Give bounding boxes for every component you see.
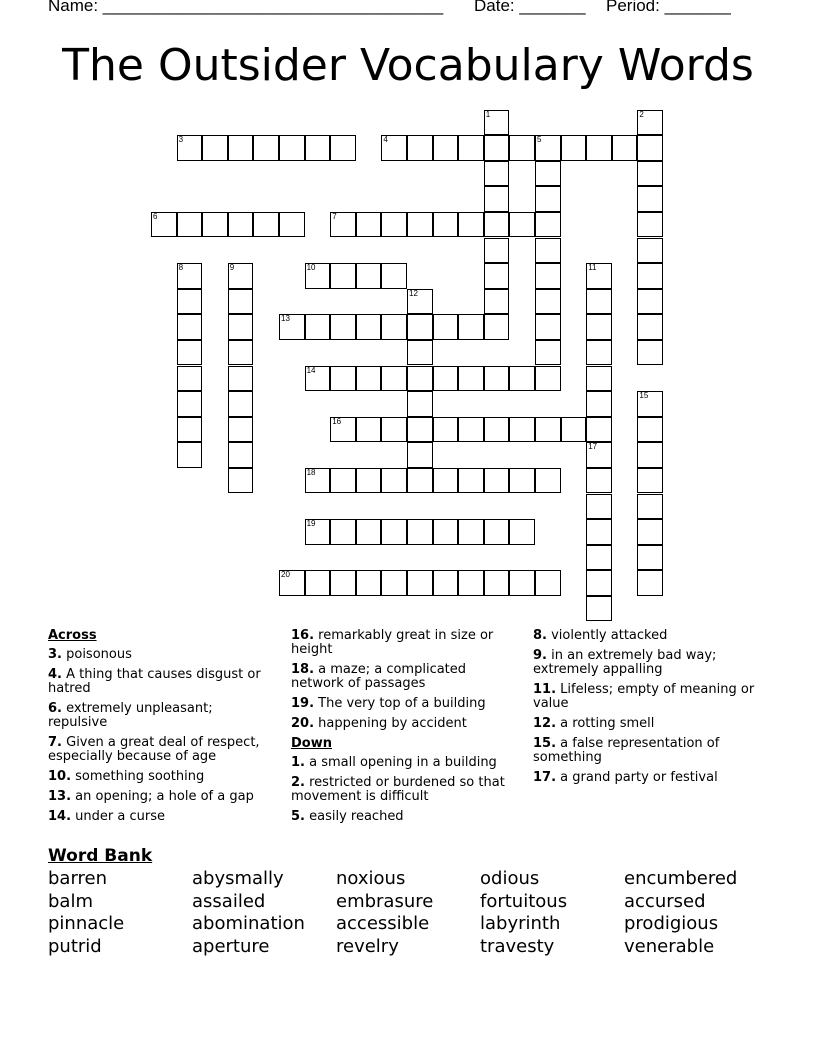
clue — [533, 737, 763, 765]
grid-cell[interactable] — [407, 570, 433, 596]
clue-number: 10 — [306, 263, 316, 273]
grid-cell[interactable] — [637, 135, 663, 161]
clue — [48, 668, 274, 696]
grid-cell[interactable] — [407, 289, 433, 315]
word-bank-word: encumbered — [624, 868, 738, 889]
clue-number-label: 9. — [533, 648, 547, 663]
across-heading: Across — [48, 628, 97, 643]
grid-cell[interactable] — [484, 186, 510, 212]
grid-cell[interactable] — [484, 212, 510, 238]
grid-cell[interactable] — [561, 417, 587, 443]
grid-cell[interactable] — [228, 212, 254, 238]
grid-cell[interactable] — [433, 468, 459, 494]
grid-cell[interactable] — [484, 263, 510, 289]
clue — [291, 629, 519, 657]
grid-cell[interactable] — [458, 212, 484, 238]
period-line[interactable]: Period: _______ — [606, 0, 731, 15]
grid-cell[interactable] — [509, 212, 535, 238]
grid-cell[interactable] — [330, 417, 356, 443]
grid-cell[interactable] — [407, 135, 433, 161]
word-bank-column — [336, 868, 476, 958]
word-bank-word: balm — [48, 890, 93, 912]
clue-number: 14 — [306, 365, 316, 375]
grid-cell[interactable] — [228, 340, 254, 366]
grid-cell[interactable] — [305, 263, 331, 289]
down-clue-list — [291, 756, 519, 824]
clue-number-label: 5. — [291, 809, 305, 824]
clue-number: 12 — [409, 288, 418, 298]
grid-cell[interactable] — [484, 314, 510, 340]
clue-number: 4 — [383, 135, 388, 145]
clue-number-label: 15. — [533, 736, 557, 751]
clue-text: something soothing — [71, 769, 205, 784]
grid-cell[interactable] — [586, 289, 612, 315]
clue-text: under a curse — [71, 809, 165, 824]
word-bank-word: pinnacle — [48, 913, 125, 934]
clue — [291, 756, 519, 770]
grid-cell[interactable] — [177, 212, 203, 238]
grid-cell[interactable] — [509, 417, 535, 443]
grid-cell[interactable] — [484, 110, 510, 136]
grid-cell[interactable] — [177, 417, 203, 443]
grid-cell[interactable] — [561, 135, 587, 161]
clues-column-1 — [48, 629, 274, 830]
clue-text: remarkably great in size or height — [291, 628, 494, 657]
clue-text: poisonous — [61, 647, 132, 662]
word-bank-word: aperture — [192, 935, 270, 957]
clue-number: 8 — [178, 263, 184, 273]
grid-cell[interactable] — [228, 391, 254, 417]
grid-cell[interactable] — [381, 314, 407, 340]
clue — [291, 810, 519, 824]
clue — [48, 648, 274, 662]
grid-cell[interactable] — [535, 135, 561, 161]
clue-number-label: 17. — [533, 770, 557, 785]
clue-number-label: 10. — [48, 769, 72, 784]
grid-cell[interactable] — [228, 417, 254, 443]
clue — [533, 649, 763, 677]
grid-cell[interactable] — [407, 340, 433, 366]
clue-text: a small opening in a building — [304, 755, 497, 770]
grid-cell[interactable] — [509, 519, 535, 545]
clue-number: 17 — [588, 442, 598, 452]
grid-cell[interactable] — [228, 135, 254, 161]
clue — [48, 736, 274, 764]
grid-cell[interactable] — [586, 596, 612, 622]
word-bank-word: revelry — [336, 935, 399, 957]
grid-cell[interactable] — [612, 135, 638, 161]
grid-cell[interactable] — [407, 391, 433, 417]
grid-cell[interactable] — [586, 570, 612, 596]
grid-cell[interactable] — [228, 468, 254, 494]
grid-cell[interactable] — [458, 570, 484, 596]
grid-cell[interactable] — [484, 570, 510, 596]
clue-number: 11 — [588, 263, 597, 273]
grid-cell[interactable] — [305, 519, 331, 545]
grid-cell[interactable] — [586, 468, 612, 494]
grid-cell[interactable] — [177, 263, 203, 289]
grid-cell[interactable] — [177, 442, 203, 468]
clue-number-label: 13. — [48, 789, 72, 804]
word-bank-column — [48, 868, 188, 958]
grid-cell[interactable] — [177, 366, 203, 392]
grid-cell[interactable] — [177, 289, 203, 315]
grid-cell[interactable] — [356, 468, 382, 494]
grid-cell[interactable] — [458, 314, 484, 340]
grid-cell[interactable] — [330, 519, 356, 545]
grid-cell[interactable] — [433, 135, 459, 161]
down-clue-list-2 — [533, 629, 763, 785]
clue — [291, 697, 519, 711]
grid-cell[interactable] — [305, 366, 331, 392]
across-clue-list — [48, 648, 274, 824]
clue — [291, 776, 519, 804]
clue — [533, 683, 763, 711]
grid-cell[interactable] — [407, 366, 433, 392]
word-bank-word: abomination — [192, 913, 305, 934]
grid-cell[interactable] — [381, 135, 407, 161]
header — [0, 0, 816, 18]
clue — [291, 717, 519, 731]
clue — [533, 771, 763, 785]
grid-cell[interactable] — [637, 238, 663, 264]
clue-text: Given a great deal of respect, especially because of age — [48, 735, 260, 764]
clue-text: A thing that causes disgust or hatred — [48, 667, 261, 696]
grid-cell[interactable] — [484, 161, 510, 187]
grid-cell[interactable] — [433, 212, 459, 238]
clue — [291, 663, 519, 691]
grid-cell[interactable] — [253, 135, 279, 161]
grid-cell[interactable] — [407, 468, 433, 494]
clue — [48, 810, 274, 824]
grid-cell[interactable] — [433, 519, 459, 545]
grid-cell[interactable] — [637, 468, 663, 494]
grid-cell[interactable] — [433, 366, 459, 392]
grid-cell[interactable] — [535, 417, 561, 443]
clue-text: The very top of a building — [314, 696, 486, 711]
grid-cell[interactable] — [586, 314, 612, 340]
clue-text: in an extremely bad way; extremely appalling — [533, 648, 717, 677]
word-bank-word: venerable — [624, 935, 715, 957]
grid-cell[interactable] — [356, 212, 382, 238]
word-bank-word: accursed — [624, 890, 706, 912]
grid-cell[interactable] — [330, 263, 356, 289]
grid-cell[interactable] — [356, 314, 382, 340]
grid-cell[interactable] — [586, 545, 612, 571]
word-bank-word: fortuitous — [480, 890, 568, 912]
grid-cell[interactable] — [586, 135, 612, 161]
grid-cell[interactable] — [586, 366, 612, 392]
clue — [533, 717, 763, 731]
clue-number-label: 6. — [48, 701, 62, 716]
grid-cell[interactable] — [177, 135, 203, 161]
grid-cell[interactable] — [586, 442, 612, 468]
word-bank-column — [480, 868, 620, 958]
grid-cell[interactable] — [509, 570, 535, 596]
grid-cell[interactable] — [509, 135, 535, 161]
word-bank-word: prodigious — [624, 913, 719, 934]
clue-number: 9 — [229, 263, 235, 273]
grid-cell[interactable] — [458, 417, 484, 443]
clue-number-label: 19. — [291, 696, 315, 711]
grid-cell[interactable] — [381, 519, 407, 545]
grid-cell[interactable] — [305, 135, 331, 161]
grid-cell[interactable] — [356, 570, 382, 596]
grid-cell[interactable] — [484, 366, 510, 392]
down-heading: Down — [291, 736, 332, 751]
grid-cell[interactable] — [535, 289, 561, 315]
grid-cell[interactable] — [509, 366, 535, 392]
grid-cell[interactable] — [458, 468, 484, 494]
grid-cell[interactable] — [535, 238, 561, 264]
clue-number: 16 — [332, 416, 342, 426]
clue-number: 1 — [485, 109, 491, 119]
grid-cell[interactable] — [637, 391, 663, 417]
grid-cell[interactable] — [356, 417, 382, 443]
grid-cell[interactable] — [586, 263, 612, 289]
grid-cell[interactable] — [279, 212, 305, 238]
clue-number: 7 — [332, 211, 337, 221]
grid-cell[interactable] — [535, 212, 561, 238]
grid-cell[interactable] — [177, 340, 203, 366]
clue-number-label: 12. — [533, 716, 557, 731]
grid-cell[interactable] — [381, 212, 407, 238]
grid-cell[interactable] — [509, 468, 535, 494]
grid-cell[interactable] — [228, 442, 254, 468]
grid-cell[interactable] — [637, 340, 663, 366]
grid-cell[interactable] — [484, 468, 510, 494]
word-bank-word: labyrinth — [480, 913, 561, 934]
grid-cell[interactable] — [151, 212, 177, 238]
grid-cell[interactable] — [637, 494, 663, 520]
grid-cell[interactable] — [228, 289, 254, 315]
clue-number: 20 — [281, 570, 290, 580]
clue-number-label: 1. — [291, 755, 305, 770]
grid-cell[interactable] — [228, 263, 254, 289]
clue — [48, 770, 274, 784]
grid-cell[interactable] — [433, 314, 459, 340]
grid-cell[interactable] — [535, 161, 561, 187]
grid-cell[interactable] — [177, 391, 203, 417]
grid-cell[interactable] — [637, 110, 663, 136]
clue-number: 19 — [306, 519, 316, 529]
grid-cell[interactable] — [458, 366, 484, 392]
grid-cell[interactable] — [484, 238, 510, 264]
grid-cell[interactable] — [433, 417, 459, 443]
grid-cell[interactable] — [330, 366, 356, 392]
grid-cell[interactable] — [407, 314, 433, 340]
word-bank-word: noxious — [336, 868, 406, 889]
grid-cell[interactable] — [177, 314, 203, 340]
grid-cell[interactable] — [330, 314, 356, 340]
grid-cell[interactable] — [637, 314, 663, 340]
clue-number: 13 — [281, 314, 290, 324]
name-line[interactable]: Name: ____________________________________ — [48, 0, 444, 15]
clue-text: restricted or burdened so that movement is difficult — [291, 775, 505, 804]
clue-text: an opening; a hole of a gap — [71, 789, 254, 804]
clue-text: a maze; a complicated network of passages — [291, 662, 467, 691]
grid-cell[interactable] — [381, 366, 407, 392]
grid-cell[interactable] — [637, 161, 663, 187]
word-bank-word: abysmally — [192, 868, 284, 889]
word-bank-title: Word Bank — [48, 846, 153, 866]
clue-number-label: 8. — [533, 628, 547, 643]
word-bank-word: embrasure — [336, 890, 434, 912]
grid-cell[interactable] — [535, 186, 561, 212]
word-bank-word: assailed — [192, 890, 266, 912]
grid-cell[interactable] — [330, 468, 356, 494]
word-bank-column — [192, 868, 332, 958]
grid-cell[interactable] — [407, 519, 433, 545]
grid-cell[interactable] — [586, 391, 612, 417]
page-title: The Outsider Vocabulary Words — [62, 40, 754, 91]
grid-cell[interactable] — [381, 417, 407, 443]
grid-cell[interactable] — [637, 442, 663, 468]
clue-number: 6 — [153, 211, 158, 221]
grid-cell[interactable] — [279, 314, 305, 340]
clue-number: 5 — [537, 135, 542, 145]
grid-cell[interactable] — [637, 263, 663, 289]
grid-cell[interactable] — [535, 340, 561, 366]
grid-cell[interactable] — [586, 519, 612, 545]
word-bank-word: odious — [480, 868, 540, 889]
clue-number-label: 18. — [291, 662, 315, 677]
clue-text: violently attacked — [546, 628, 668, 643]
grid-cell[interactable] — [407, 417, 433, 443]
grid-cell[interactable] — [458, 519, 484, 545]
clue-text: extremely unpleasant; repulsive — [48, 701, 213, 730]
grid-cell[interactable] — [202, 212, 228, 238]
grid-cell[interactable] — [381, 263, 407, 289]
clue-text: easily reached — [304, 809, 404, 824]
grid-cell[interactable] — [637, 212, 663, 238]
grid-cell[interactable] — [535, 263, 561, 289]
across-clue-list-2 — [291, 629, 519, 731]
grid-cell[interactable] — [535, 570, 561, 596]
grid-cell[interactable] — [330, 135, 356, 161]
word-bank-column — [624, 868, 764, 958]
grid-cell[interactable] — [637, 519, 663, 545]
grid-cell[interactable] — [535, 366, 561, 392]
clues-column-2 — [291, 629, 519, 830]
clue-number-label: 2. — [291, 775, 305, 790]
grid-cell[interactable] — [433, 570, 459, 596]
clue-number-label: 16. — [291, 628, 315, 643]
grid-cell[interactable] — [586, 340, 612, 366]
clue — [48, 790, 274, 804]
clue-number: 15 — [639, 391, 649, 401]
grid-cell[interactable] — [637, 545, 663, 571]
grid-cell[interactable] — [484, 289, 510, 315]
grid-cell[interactable] — [637, 570, 663, 596]
grid-cell[interactable] — [356, 519, 382, 545]
grid-cell[interactable] — [586, 494, 612, 520]
word-bank-word: barren — [48, 868, 108, 889]
grid-cell[interactable] — [356, 366, 382, 392]
word-bank-word: travesty — [480, 935, 555, 957]
clue — [533, 629, 763, 643]
grid-cell[interactable] — [305, 314, 331, 340]
grid-cell[interactable] — [305, 468, 331, 494]
grid-cell[interactable] — [407, 442, 433, 468]
clue-number-label: 3. — [48, 647, 62, 662]
date-line[interactable]: Date: _______ — [474, 0, 586, 15]
grid-cell[interactable] — [484, 135, 510, 161]
clue-number-label: 4. — [48, 667, 62, 682]
clue-text: happening by accident — [314, 716, 467, 731]
clue-number-label: 14. — [48, 809, 72, 824]
clue-number-label: 20. — [291, 716, 315, 731]
clue-number-label: 7. — [48, 735, 62, 750]
grid-cell[interactable] — [484, 417, 510, 443]
word-bank-word: putrid — [48, 935, 102, 957]
grid-cell[interactable] — [202, 135, 228, 161]
grid-cell[interactable] — [637, 417, 663, 443]
grid-cell[interactable] — [381, 570, 407, 596]
clue-number: 2 — [639, 109, 644, 119]
clue-number: 3 — [178, 135, 184, 145]
grid-cell[interactable] — [637, 289, 663, 315]
clue — [48, 702, 274, 730]
clue-text: a rotting smell — [556, 716, 655, 731]
clue-text: a false representation of something — [533, 736, 720, 765]
grid-cell[interactable] — [305, 570, 331, 596]
grid-cell[interactable] — [330, 212, 356, 238]
grid-cell[interactable] — [458, 135, 484, 161]
grid-cell[interactable] — [253, 212, 279, 238]
clue-text: a grand party or festival — [556, 770, 718, 785]
word-bank-word: accessible — [336, 913, 430, 934]
grid-cell[interactable] — [484, 519, 510, 545]
grid-cell[interactable] — [279, 570, 305, 596]
grid-cell[interactable] — [637, 186, 663, 212]
grid-cell[interactable] — [356, 263, 382, 289]
grid-cell[interactable] — [407, 212, 433, 238]
grid-cell[interactable] — [228, 314, 254, 340]
grid-cell[interactable] — [381, 468, 407, 494]
clues-column-3 — [533, 629, 763, 791]
grid-cell[interactable] — [330, 570, 356, 596]
clue-text: Lifeless; empty of meaning or value — [533, 682, 755, 711]
grid-cell[interactable] — [535, 468, 561, 494]
clue-number-label: 11. — [533, 682, 557, 697]
grid-cell[interactable] — [228, 366, 254, 392]
grid-cell[interactable] — [535, 314, 561, 340]
clue-number: 18 — [306, 467, 316, 477]
grid-cell[interactable] — [586, 417, 612, 443]
grid-cell[interactable] — [279, 135, 305, 161]
